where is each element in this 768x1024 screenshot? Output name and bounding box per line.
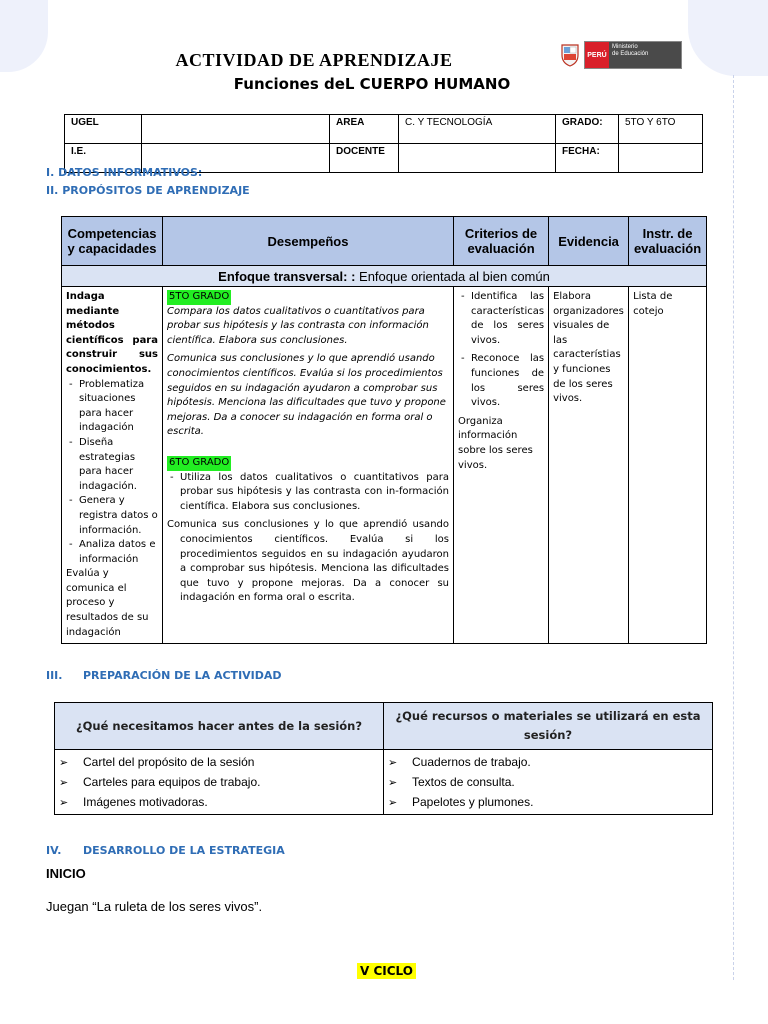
list-item-label: Carteles para equipos de trabajo. [83, 775, 261, 789]
ugel-label: UGEL [65, 115, 142, 144]
section-desarrollo-number: IV. [46, 844, 62, 857]
area-field[interactable]: C. Y TECNOLOGÍA [399, 115, 556, 144]
list-item-label: Textos de consulta. [412, 775, 515, 789]
arrow-bullet-icon: ➢ [59, 776, 69, 789]
list-item-label: Papelotes y plumones. [412, 795, 534, 809]
section-propositos: II. PROPÓSITOS DE APRENDIZAJE [46, 184, 250, 197]
section-preparacion-title: PREPARACIÓN DE LA ACTIVIDAD [83, 669, 282, 682]
competencia-title: Indaga mediante métodos científicos para construir sus conocimientos. [66, 291, 158, 375]
area-label: AREA [330, 115, 399, 144]
prep-resources-cell [384, 750, 713, 815]
grado5-paragraph-2: Comunica sus conclusiones y lo que aprendió usando conocimientos científicos. Evalúa si los procedimientos seguidos en su indagación ayudaron a comprobar sus hipótesis. Menciona las dificultades que tuvo y propone mejoras. Da a conocer su indagación en forma oral o escrita. [167, 353, 446, 438]
header-competencias: Competencias y capacidades [62, 217, 163, 266]
competencias-cell [62, 287, 163, 644]
coat-of-arms-icon [560, 43, 580, 67]
criterio-item: - Reconoce las funciones de los seres vivos. [471, 352, 544, 410]
capacidad-item: - Genera y registra datos o información. [79, 494, 158, 538]
grado-label: GRADO: [556, 115, 619, 144]
competencia-extra: Evalúa y comunica el proceso y resultados de su indagación [66, 568, 149, 638]
document-title: ACTIVIDAD DE APRENDIZAJE [175, 50, 453, 70]
criterio-extra: Organiza información sobre los seres vivos. [458, 415, 533, 471]
document-subtitle: Funciones deL CUERPO HUMANO [233, 75, 511, 93]
docente-label: DOCENTE [330, 144, 399, 173]
grado6-paragraph-2: Comunica sus conclusiones y lo que aprendió usando conocimientos científicos. Evalúa si los procedimientos seguidos en su indagación ayudaron a comprobar sus hipótesis. Menciona las dificultades que tuvo y propone mejoras. Da a conocer su indagación en forma oral o escrita. [167, 519, 449, 604]
fecha-field[interactable] [619, 144, 703, 173]
capacidad-item: - Analiza datos e información [79, 538, 158, 567]
table-row [65, 115, 703, 144]
header-instrumento: Instr. de evaluación [629, 217, 707, 266]
arrow-bullet-icon: ➢ [388, 776, 398, 789]
prep-before-cell [55, 750, 384, 815]
list-item [388, 752, 708, 772]
inicio-heading: INICIO [46, 866, 86, 881]
inicio-text: Juegan “La ruleta de los seres vivos”. [46, 899, 263, 914]
preparation-table [54, 702, 713, 815]
logo-ministry-line1: Ministerio [612, 44, 638, 50]
ie-label: I.E. [65, 144, 142, 173]
prep-header-before: ¿Qué necesitamos hacer antes de la sesión? [55, 703, 384, 750]
ministry-logo [560, 41, 682, 69]
enfoque-label: Enfoque transversal: : [218, 268, 356, 284]
enfoque-row [62, 266, 707, 287]
enfoque-value: Enfoque orientada al bien común [355, 268, 550, 284]
table-row [55, 750, 713, 815]
list-item [59, 792, 379, 812]
criterio-item: - Identifica las características de los seres vivos. [471, 290, 544, 348]
arrow-bullet-icon: ➢ [59, 796, 69, 809]
grado-field[interactable]: 5TO Y 6TO [619, 115, 703, 144]
grado5-badge: 5TO GRADO [167, 290, 231, 305]
grado6-badge: 6TO GRADO [167, 456, 231, 471]
section-preparacion-number: III. [46, 669, 63, 682]
info-table [64, 114, 703, 173]
evidencia-cell: Elabora organizadores visuales de las característias y funciones de los seres vivos. [549, 287, 629, 644]
list-item-label: Cuadernos de trabajo. [412, 755, 531, 769]
grado6-paragraph-1: - Utiliza los datos cualitativos o cuantitativos para probar sus hipótesis y las contrasta con in-formación científica. Elabora sus conclusiones. [180, 471, 449, 515]
header-desempenos: Desempeños [163, 217, 454, 266]
list-item [388, 792, 708, 812]
docente-field[interactable] [399, 144, 556, 173]
table-row [62, 287, 707, 644]
desempenos-cell [163, 287, 454, 644]
ugel-field[interactable] [142, 115, 330, 144]
header-evidencia: Evidencia [549, 217, 629, 266]
margin-guide [733, 75, 734, 980]
capacidad-item: - Diseña estrategias para hacer indagación. [79, 436, 158, 494]
list-item-label: Cartel del propósito de la sesión [83, 755, 255, 769]
list-item [59, 772, 379, 792]
corner-decoration-right [688, 0, 768, 76]
section-datos-informativos: I. DATOS INFORMATIVOS: [46, 166, 203, 179]
logo-ministry-line2: de Educación [612, 51, 649, 57]
list-item [59, 752, 379, 772]
enfoque-cell [62, 266, 707, 287]
prep-header-resources: ¿Qué recursos o materiales se utilizará en esta sesión? [384, 703, 713, 750]
logo-peru-label: PERÚ [585, 42, 609, 68]
capacidad-item: - Problematiza situaciones para hacer indagación [79, 378, 158, 436]
fecha-label: FECHA: [556, 144, 619, 173]
arrow-bullet-icon: ➢ [388, 756, 398, 769]
header-criterios: Criterios de evaluación [454, 217, 549, 266]
instrumento-cell: Lista de cotejo [629, 287, 707, 644]
table-header-row [55, 703, 713, 750]
arrow-bullet-icon: ➢ [59, 756, 69, 769]
learning-purposes-table [61, 216, 707, 644]
list-item [388, 772, 708, 792]
criterios-cell [454, 287, 549, 644]
grado5-paragraph-1: Compara los datos cualitativos o cuantitativos para probar sus hipótesis y las contrasta con información científica. Elabora sus conclusiones. [167, 305, 429, 346]
footer-ciclo-label: V CICLO [357, 963, 416, 979]
section-desarrollo-title: DESARROLLO DE LA ESTRATEGIA [83, 844, 285, 857]
table-header-row [62, 217, 707, 266]
arrow-bullet-icon: ➢ [388, 796, 398, 809]
list-item-label: Imágenes motivadoras. [83, 795, 208, 809]
